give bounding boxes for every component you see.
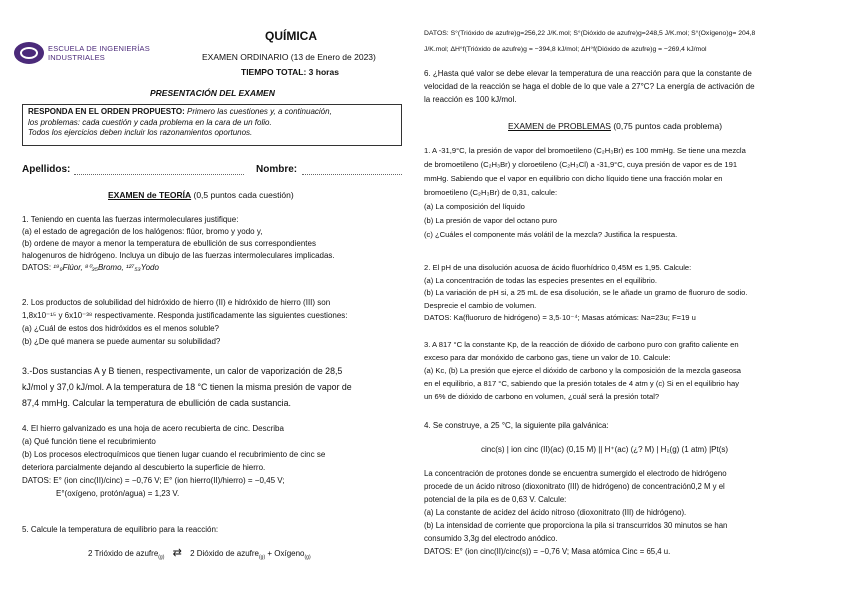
p1-b: (b) La presión de vapor del octano puro [424, 216, 557, 225]
name-label: Nombre: [256, 164, 298, 175]
p2-a: (a) La concentración de todas las especies presentes en el equilibrio. [424, 275, 658, 285]
q5-title: 5. Calcule la temperatura de equilibrio para la reacción: [22, 525, 219, 534]
surname-line[interactable] [74, 174, 244, 175]
q1-data-label: DATOS: [22, 263, 54, 272]
q1-data: ¹⁹₉Flúor, ⁸⁰₃₅Bromo, ¹²⁷₅₃Yodo [53, 263, 159, 272]
theory-points: (0,5 puntos cada cuestión) [191, 190, 294, 200]
q4-line1: 4. El hierro galvanizado es una hoja de acero recubierta de cinc. Describa [22, 424, 284, 433]
q4-a: (a) Qué función tiene el recubrimiento [22, 437, 156, 446]
p4-title: 4. Se construye, a 25 °C, la siguiente pila galvánica: [424, 421, 609, 430]
logo-line-2: INDUSTRIALES [48, 53, 105, 62]
instructions-line-3: Todos los ejercicios deben incluir los razonamientos oportunos. [28, 128, 253, 137]
problems-title: EXAMEN de PROBLEMAS [508, 121, 611, 131]
p4-text-line2: procede de un ácido nitroso (dioxonitrato (III) de hidrógeno) de concentración0,2 M y el [424, 482, 725, 491]
p4-text-line3: potencial de la pila es de 0,63 V. Calcule: [424, 495, 567, 504]
problem-1 [424, 144, 746, 242]
p4-text-line1: La concentración de protones donde se encuentra sumergido el electrodo de hidrógeno [424, 469, 727, 478]
problems-heading [508, 121, 722, 131]
q5-product-2: + Oxígeno [265, 549, 305, 558]
question-2 [22, 296, 348, 348]
q2-line2: 1,8x10⁻¹⁵ y 6x10⁻³⁸ respectivamente. Responda justificadamente las siguientes cuestiones: [22, 311, 348, 320]
q5-reactant-state: (g) [158, 554, 165, 561]
p4-a: (a) La constante de acidez del ácido nitroso (dioxonitrato (III) de hidrógeno). [424, 508, 687, 517]
problem-4 [424, 467, 727, 558]
q2-a: (a) ¿Cuál de estos dos hidróxidos es el menos soluble? [22, 324, 219, 333]
school-logo-text [48, 44, 150, 62]
p4-b-line2: consumido 3,3g del electrodo anódico. [424, 534, 558, 543]
problems-points: (0,75 puntos cada problema) [610, 121, 723, 131]
p2-b-line2: Desprecie el cambio de volumen. [424, 300, 537, 310]
logo-line-1: ESCUELA DE INGENIERÍAS [48, 44, 150, 53]
p1-line4: bromoetileno (C₂H₃Br) de 0,31, calcule: [424, 188, 558, 197]
q5-data-line2: J/K.mol; ΔH°f(Trióxido de azufre)g = −394,8 kJ/mol; ΔH°f(Dióxido de azufre)g = −269,4 kJ/mol [424, 46, 707, 53]
page-title: QUÍMICA [265, 29, 317, 43]
q6-line1: 6. ¿Hasta qué valor se debe elevar la temperatura de una reacción para que la constante de [424, 69, 752, 78]
q5-product-1: 2 Dióxido de azufre [190, 549, 260, 558]
question-4 [22, 422, 325, 500]
p3-line1: 3. A 817 °C la constante Kp, de la reacción de dióxido de carbono puro con grafito caliente en [424, 340, 739, 349]
p4-data: DATOS: E° (ion cinc(II)/cinc(s)) = −0,76 V; Masa atómica Cinc = 65,4 u. [424, 547, 671, 556]
p3-a-line1: (a) Kc, (b) La presión que ejerce el dióxido de carbono y la composición de la mezcla gaseosa [424, 366, 742, 375]
problem-2 [424, 262, 748, 325]
q5-reaction [88, 546, 311, 561]
q5-data-line1: DATOS: S°(Trióxido de azufre)g=256,22 J/K.mol; S°(Dióxido de azufre)g=248,5 J/K.mol; S°(Oxígeno)g= 204,8 [424, 30, 756, 37]
surname-label: Apellidos: [22, 164, 71, 175]
school-logo-icon [14, 42, 44, 64]
q6-line2: velocidad de la reacción se haga el doble de lo que vale a 27°C? La energía de activación de [424, 82, 755, 91]
p2-line1: 2. El pH de una disolución acuosa de ácido fluorhídrico 0,45M es 1,95. Calcule: [424, 263, 692, 272]
q5-data [424, 26, 755, 58]
q3-line2: kJ/mol y 37,0 kJ/mol. A la temperatura de 18 °C tienen la misma presión de vapor de [22, 382, 352, 392]
p1-c: (c) ¿Cuáles el componente más volátil de la mezcla? Justifica la respuesta. [424, 230, 678, 239]
p1-line2: de bromoetileno (C₂H₃Br) y cloroetileno (C₂H₃Cl) a -31,9°C, cuya presión de vapor es de 191 [424, 160, 738, 169]
instructions-box [22, 104, 402, 146]
p2-data: DATOS: Ka(fluoruro de hidrógeno) = 3,5·10⁻⁴; Masas atómicas: Na=23u; F=19 u [424, 313, 696, 323]
p1-line3: mmHg. Sabiendo que el vapor en equilibrio con dicho líquido tiene una fracción molar en [424, 174, 723, 183]
question-6 [424, 67, 755, 106]
instructions-bold: RESPONDA EN EL ORDEN PROPUESTO: [28, 107, 185, 116]
q4-data-line2: E°(oxígeno, protón/agua) = 1,23 V. [56, 489, 180, 498]
instructions-line-1: Primero las cuestiones y, a continuación, [184, 107, 332, 116]
question-1 [22, 214, 335, 274]
problem-3 [424, 338, 741, 403]
question-3 [22, 363, 352, 411]
p1-a: (a) La composición del líquido [424, 202, 525, 211]
q6-line3: la reacción es 100 kJ/mol. [424, 95, 517, 104]
name-line[interactable] [302, 174, 402, 175]
p4-cell-notation: cinc(s) | ion cinc (II)(ac) (0,15 M) || H⁺(ac) (¿? M) | H₂(g) (1 atm) |Pt(s) [481, 445, 729, 454]
p3-a-line3: un 6% de dióxido de carbono en volumen, ¿cuál será la presión total? [424, 392, 660, 401]
q1-title: 1. Teniendo en cuenta las fuerzas intermoleculares justifique: [22, 215, 239, 224]
presentation-heading: PRESENTACIÓN DEL EXAMEN [150, 88, 275, 98]
theory-title: EXAMEN de TEORÍA [108, 190, 192, 200]
q2-line1: 2. Los productos de solubilidad del hidróxido de hierro (II) e hidróxido de hierro (III) son [22, 298, 331, 307]
q4-data-line1: DATOS: E° (ion cinc(II)/cinc) = −0,76 V; E° (ion hierro(II)/hierro) = −0,45 V; [22, 476, 285, 485]
q2-b: (b) ¿De qué manera se puede aumentar su solubilidad? [22, 337, 221, 346]
q5-product-2-state: (g) [304, 554, 311, 561]
theory-heading [108, 190, 294, 200]
q4-b-line1: (b) Los procesos electroquímicos que tienen lugar cuando el recubrimiento de cinc se [22, 450, 326, 459]
p3-a-line2: en el equilibrio, a 817 °C, sabiendo que la presión totales de 4 atm y (c) Si en el equilibrio hay [424, 379, 739, 388]
q1-b-line2: halogenuros de hidrógeno. Incluya un dibujo de las fuerzas intermoleculares implicadas. [22, 251, 335, 260]
q3-line3: 87,4 mmHg. Calcular la temperatura de ebullición de cada sustancia. [22, 398, 291, 408]
q5-reactant: 2 Trióxido de azufre [88, 549, 159, 558]
q3-line1: 3.-Dos sustancias A y B tienen, respectivamente, un calor de vaporización de 28,5 [22, 366, 343, 376]
q1-a: (a) el estado de agregación de los halógenos: flúor, bromo y yodo y, [22, 227, 263, 236]
p2-b-line1: (b) La variación de pH si, a 25 mL de esa disolución, se le añade un gramo de fluoruro de sodio. [424, 288, 748, 298]
p4-b-line1: (b) La intensidad de corriente que proporciona la pila si transcurridos 30 minutos se han [424, 521, 728, 530]
q4-b-line2: deteriora parcialmente dejando al descubierto la superficie de hierro. [22, 463, 266, 472]
q1-b-line1: (b) ordene de mayor a menor la temperatura de ebullición de sus correspondientes [22, 239, 316, 248]
p3-line2: exceso para dar monóxido de carbono gas, tiene un valor de 10. Calcule: [424, 353, 671, 362]
equilibrium-arrow-icon: ⇄ [172, 547, 182, 559]
exam-time: TIEMPO TOTAL: 3 horas [241, 67, 339, 77]
p1-line1: 1. A -31,9°C, la presión de vapor del bromoetileno (C₂H₃Br) es 100 mmHg. Se tiene una mezcla [424, 146, 746, 155]
q5-product-1-state: (g) [259, 554, 266, 561]
instructions-line-2: los problemas: cada cuestión y cada problema en la cara de un folio. [28, 117, 272, 127]
exam-subtitle: EXAMEN ORDINARIO (13 de Enero de 2023) [202, 52, 376, 62]
